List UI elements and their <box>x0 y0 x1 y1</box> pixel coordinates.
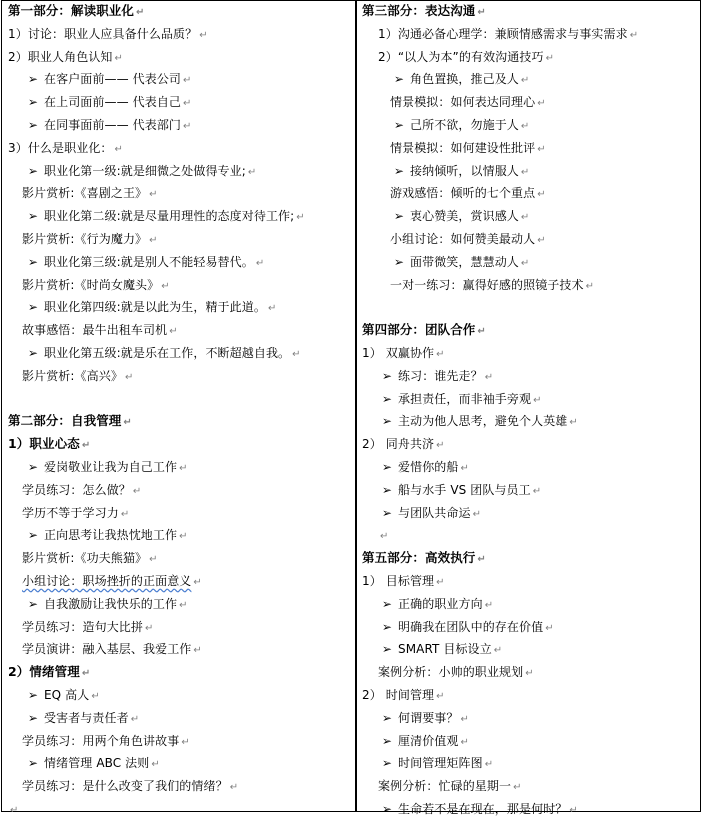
part2-sub1: 1）职业心态 ↵ <box>8 436 91 452</box>
part2-heading: 第二部分：自我管理 ↵ <box>8 413 132 429</box>
part5-group-1: 1） 目标管理 ↵ <box>362 573 445 588</box>
bullet-arrow-icon: ➢ <box>381 368 393 383</box>
execution-item: ➢ SMART 目标设立 ↵ <box>362 638 696 661</box>
role-item: ➢ 在上司面前—— 代表自己 ↵ <box>8 91 353 114</box>
bullet-arrow-icon: ➢ <box>393 163 405 178</box>
mindset-note: 学员练习：怎么做？ ↵ <box>22 482 142 497</box>
part1-question-3: 3）什么是职业化： ↵ <box>8 140 124 155</box>
teamwork-item: ➢ 练习：谁先走？ ↵ <box>362 365 696 388</box>
bullet-arrow-icon: ➢ <box>381 642 393 657</box>
emotion-item: ➢ EQ 高人 ↵ <box>8 684 353 707</box>
communication-item: ➢ 面带微笑，慧慧动人 ↵ <box>362 251 696 274</box>
bullet-arrow-icon: ➢ <box>381 391 393 406</box>
execution-item: ➢ 生命若不是在现在，那是何时？ ↵ <box>362 798 696 821</box>
execution-item: ➢ 时间管理矩阵图 ↵ <box>362 752 696 775</box>
communication-item: ➢ 角色置换，推己及人 ↵ <box>362 68 696 91</box>
blank-line <box>8 388 353 411</box>
bullet-arrow-icon: ➢ <box>27 72 39 87</box>
bullet-arrow-icon: ➢ <box>393 254 405 269</box>
emotion-note: 学员练习：用两个角色讲故事 ↵ <box>22 733 190 748</box>
part1-heading: 第一部分：解读职业化 ↵ <box>8 3 145 18</box>
bullet-arrow-icon: ➢ <box>381 596 393 611</box>
teamwork-item: ➢ 承担责任，而非袖手旁观 ↵ <box>362 388 696 411</box>
bullet-arrow-icon: ➢ <box>27 596 39 611</box>
level-note: 影片赏析:《时尚女魔头》 ↵ <box>22 277 170 292</box>
execution-case: 案例分析：小帅的职业规划 ↵ <box>378 665 534 680</box>
bullet-arrow-icon: ➢ <box>27 345 39 360</box>
bullet-arrow-icon: ➢ <box>27 459 39 474</box>
bullet-arrow-icon: ➢ <box>381 414 393 429</box>
part2-sub2: 2）情绪管理 ↵ <box>8 664 91 680</box>
execution-case: 案例分析：忙碌的星期一 ↵ <box>378 779 522 794</box>
column-divider <box>355 0 357 812</box>
mindset-note: 学历不等于学习力 ↵ <box>22 505 130 520</box>
level-note: 影片赏析:《喜剧之王》 ↵ <box>22 186 158 201</box>
mindset-item: ➢ 正向思考让我热忱地工作 ↵ <box>8 524 353 547</box>
communication-note: 游戏感悟：倾听的七个重点 ↵ <box>390 186 546 201</box>
bullet-arrow-icon: ➢ <box>27 756 39 771</box>
level-note: 故事感悟：最牛出租车司机 ↵ <box>22 323 178 338</box>
bullet-arrow-icon: ➢ <box>27 710 39 725</box>
mindset-item: ➢ 自我激励让我快乐的工作 ↵ <box>8 593 353 616</box>
execution-item: ➢ 正确的职业方向 ↵ <box>362 593 696 616</box>
left-column <box>8 0 353 821</box>
bullet-arrow-icon: ➢ <box>381 619 393 634</box>
mindset-note: 学员练习：造句大比拼 ↵ <box>22 619 154 634</box>
execution-item: ➢ 明确我在团队中的存在价值 ↵ <box>362 616 696 639</box>
communication-item: ➢ 衷心赞美，赏识感人 ↵ <box>362 205 696 228</box>
bullet-arrow-icon: ➢ <box>27 95 39 110</box>
part4-heading: 第四部分：团队合作 ↵ <box>362 322 486 338</box>
teamwork-item: ➢ 与团队共命运 ↵ <box>362 502 696 525</box>
bullet-arrow-icon: ➢ <box>393 209 405 224</box>
bullet-arrow-icon: ➢ <box>27 300 39 315</box>
level-item: ➢ 职业化第二级:就是尽量用理性的态度对待工作; ↵ <box>8 205 353 228</box>
communication-note: 情景模拟：如何建设性批评 ↵ <box>390 140 546 155</box>
emotion-note: 学员练习：是什么改变了我们的情绪？ ↵ <box>22 779 239 794</box>
communication-item: ➢ 接纳倾听，以情服人 ↵ <box>362 160 696 183</box>
blank-line <box>362 296 696 319</box>
teamwork-item: ➢ 船与水手 VS 团队与员工 ↵ <box>362 479 696 502</box>
part1-question-2: 2）职业人角色认知 ↵ <box>8 49 124 64</box>
right-column <box>362 0 696 821</box>
mindset-note: 学员演讲：融入基层、我爱工作 ↵ <box>22 642 202 657</box>
level-item: ➢ 职业化第一级:就是细微之处做得专业; ↵ <box>8 160 353 183</box>
part4-group-1: 1） 双赢协作 ↵ <box>362 345 445 360</box>
teamwork-item: ➢ 主动为他人思考，避免个人英雄 ↵ <box>362 410 696 433</box>
bullet-arrow-icon: ➢ <box>381 459 393 474</box>
level-item: ➢ 职业化第四级:就是以此为生，精于此道。 ↵ <box>8 296 353 319</box>
communication-note: 一对一练习：赢得好感的照镜子技术 ↵ <box>390 277 595 292</box>
part3-heading: 第三部分：表达沟通 ↵ <box>362 3 486 18</box>
execution-item: ➢ 厘清价值观 ↵ <box>362 730 696 753</box>
blank-line: ↵ <box>380 531 389 543</box>
bullet-arrow-icon: ➢ <box>27 254 39 269</box>
execution-item: ➢ 何谓要事？ ↵ <box>362 707 696 730</box>
mindset-item: ➢ 爱岗敬业让我为自己工作 ↵ <box>8 456 353 479</box>
bullet-arrow-icon: ➢ <box>381 505 393 520</box>
level-note: 影片赏析:《高兴》 ↵ <box>22 368 134 383</box>
bullet-arrow-icon: ➢ <box>27 117 39 132</box>
role-item: ➢ 在客户面前—— 代表公司 ↵ <box>8 68 353 91</box>
mindset-note: 影片赏析:《功夫熊猫》 ↵ <box>22 551 158 566</box>
level-item: ➢ 职业化第三级:就是别人不能轻易替代。 ↵ <box>8 251 353 274</box>
communication-item: ➢ 己所不欲，勿施于人 ↵ <box>362 114 696 137</box>
bullet-arrow-icon: ➢ <box>27 163 39 178</box>
part5-group-2: 2） 时间管理 ↵ <box>362 687 445 702</box>
part4-group-2: 2） 同舟共济 ↵ <box>362 437 445 452</box>
blank-line: ↵ <box>10 804 19 816</box>
bullet-arrow-icon: ➢ <box>381 733 393 748</box>
communication-note: 情景模拟：如何表达同理心 ↵ <box>390 95 546 110</box>
bullet-arrow-icon: ➢ <box>27 209 39 224</box>
emotion-item: ➢ 受害者与责任者 ↵ <box>8 707 353 730</box>
part5-heading: 第五部分：高效执行 ↵ <box>362 550 486 566</box>
part3-point-2: 2）“以人为本”的有效沟通技巧 ↵ <box>378 49 555 64</box>
role-item: ➢ 在同事面前—— 代表部门 ↵ <box>8 114 353 137</box>
part1-question-1: 1）讨论：职业人应具备什么品质？ ↵ <box>8 26 208 41</box>
bullet-arrow-icon: ➢ <box>27 687 39 702</box>
part3-point-1: 1）沟通必备心理学：兼顾情感需求与事实需求 ↵ <box>378 26 639 41</box>
bullet-arrow-icon: ➢ <box>381 482 393 497</box>
bullet-arrow-icon: ➢ <box>393 72 405 87</box>
mindset-note: 小组讨论：职场挫折的正面意义 ↵ <box>22 573 202 588</box>
level-item: ➢ 职业化第五级:就是乐在工作，不断超越自我。 ↵ <box>8 342 353 365</box>
level-note: 影片赏析:《行为魔力》 ↵ <box>22 231 158 246</box>
communication-note: 小组讨论：如何赞美最动人 ↵ <box>390 231 546 246</box>
bullet-arrow-icon: ➢ <box>381 756 393 771</box>
emotion-item: ➢ 情绪管理 ABC 法则 ↵ <box>8 752 353 775</box>
bullet-arrow-icon: ➢ <box>393 117 405 132</box>
teamwork-item: ➢ 爱惜你的船 ↵ <box>362 456 696 479</box>
bullet-arrow-icon: ➢ <box>381 801 393 816</box>
bullet-arrow-icon: ➢ <box>27 528 39 543</box>
bullet-arrow-icon: ➢ <box>381 710 393 725</box>
